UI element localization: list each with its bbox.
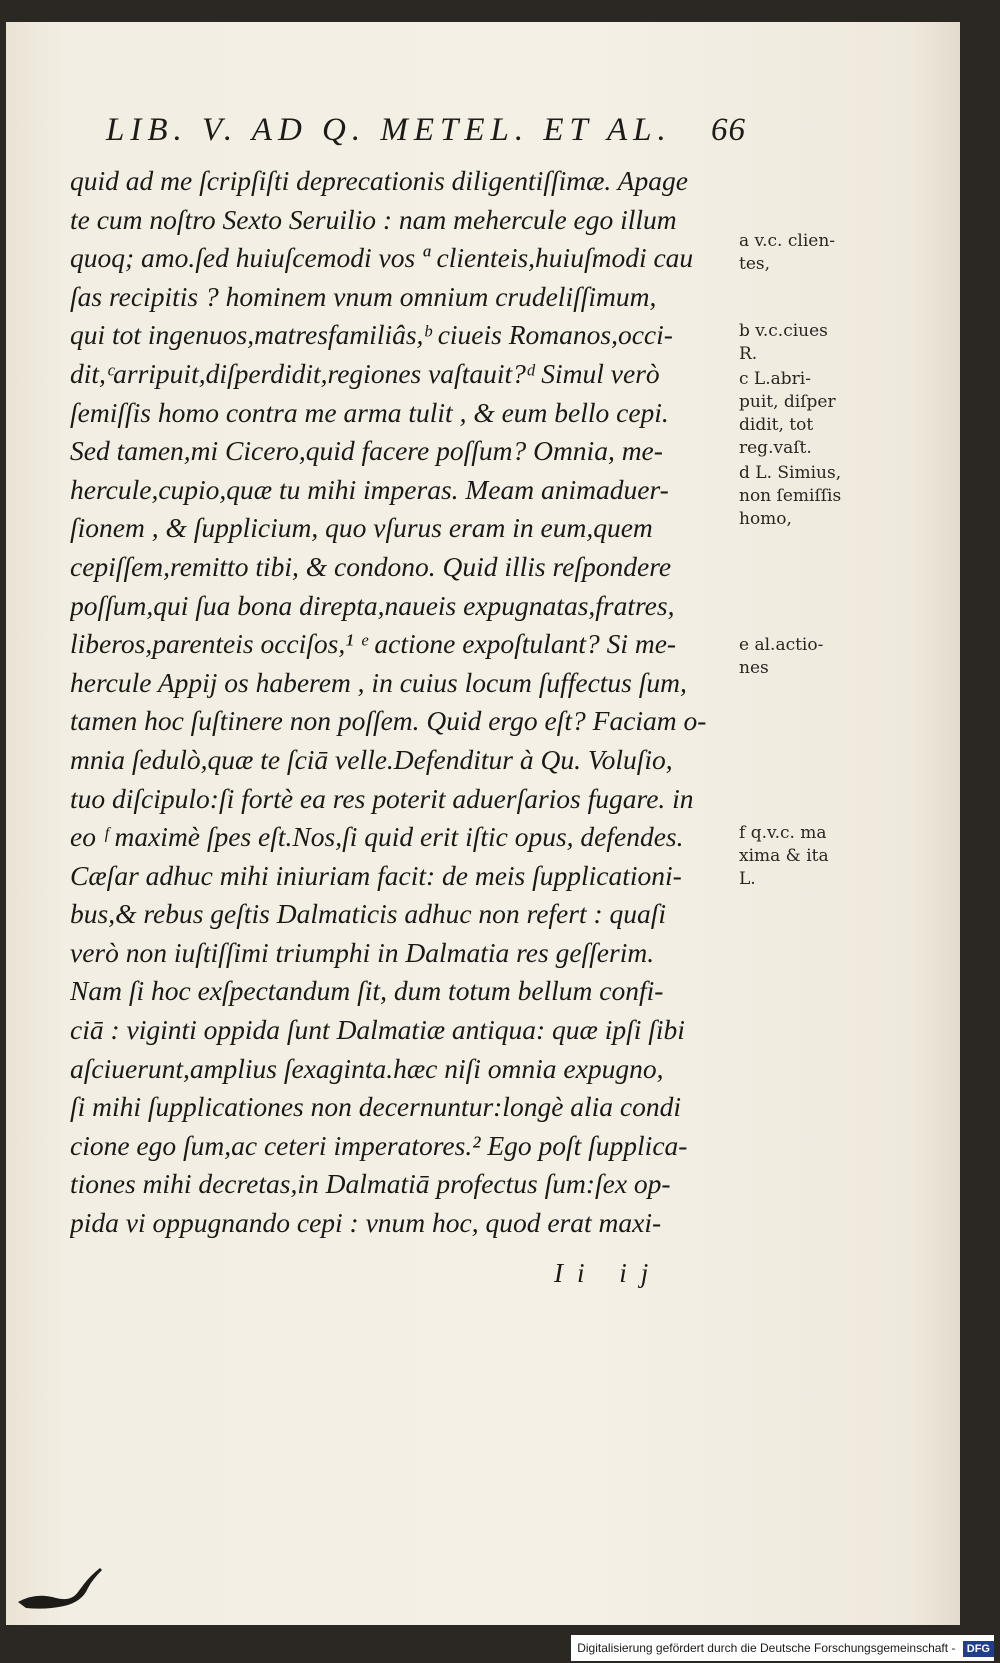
margin-note-line: e al.actio- <box>739 635 824 655</box>
text-line: dit,ᶜarripuit,diſperdidit,regiones vaſtauit?ᵈ Simul verò <box>70 357 660 389</box>
margin-note-line: nes <box>739 658 769 678</box>
margin-note-f <box>739 822 879 891</box>
main-text-block <box>70 162 740 1243</box>
book-page <box>6 22 960 1625</box>
text-line: tuo diſcipulo:ſi fortè ea res poterit aduerſarios fugare. in <box>70 782 694 814</box>
dfg-logo-icon: DFG <box>963 1641 994 1657</box>
text-line: verò non iuſtiſſimi triumphi in Dalmatia res geſſerim. <box>70 936 655 968</box>
text-line: ciā : viginti oppida ſunt Dalmatiæ antiqua: quæ ipſi ſibi <box>70 1014 685 1046</box>
text-line: Sed tamen,mi Cicero,quid facere poſſum? Omnia, me- <box>70 435 663 467</box>
margin-note-line: c L.abri- <box>739 369 811 389</box>
text-line: quid ad me ſcripſiſti deprecationis diligentiſſimæ. Apage <box>70 165 688 196</box>
margin-note-e <box>739 634 879 680</box>
margin-note-line: d L. Simius, <box>739 463 842 483</box>
text-line: bus,& rebus geſtis Dalmaticis adhuc non refert : quaſi <box>70 898 667 930</box>
text-line: ſas recipitis ? hominem vnum omnium crudeliſſimum, <box>70 280 657 312</box>
margin-note-line: b v.c.ciues <box>739 321 828 341</box>
text-line: liberos,parenteis occiſos,¹ ᵉ actione expoſtulant? Si me- <box>70 628 677 660</box>
running-title: LIB. V. AD Q. METEL. ET AL. <box>106 112 672 148</box>
margin-note-line: xima & ita <box>739 846 829 866</box>
text-line: aſciuerunt,amplius ſexaginta.hæc niſi omnia expugno, <box>70 1052 664 1084</box>
ink-blot-icon <box>16 1562 116 1612</box>
margin-note-line: puit, diſper <box>739 392 836 412</box>
text-line: poſſum,qui ſua bona direpta,naueis expugnatas,fratres, <box>70 589 675 621</box>
digitization-credit <box>571 1635 994 1661</box>
margin-note-b <box>739 320 879 366</box>
text-line: ſi mihi ſupplicationes non decernuntur:longè alia condi <box>70 1091 682 1123</box>
text-line: Nam ſi hoc exſpectandum ſit, dum totum bellum confi- <box>70 975 664 1007</box>
margin-note-line: reg.vaſt. <box>739 438 812 458</box>
text-line: ſemiſſis homo contra me arma tulit , & eum bello cepi. <box>70 396 669 428</box>
margin-note-line: didit, tot <box>739 415 814 435</box>
margin-note-line: homo, <box>739 509 792 529</box>
text-line: ſionem , & ſupplicium, quo vſurus eram in eum,quem <box>70 512 653 544</box>
text-line: pida vi oppugnando cepi : vnum hoc, quod erat maxi- <box>70 1207 662 1239</box>
text-line: mnia ſedulò,quæ te ſciā velle.Defenditur à Qu. Voluſio, <box>70 743 673 775</box>
credit-text: Digitalisierung gefördert durch die Deutsche Forschungsgemeinschaft - <box>577 1641 956 1655</box>
text-line: tiones mihi decretas,in Dalmatiā profectus ſum:ſex op- <box>70 1168 671 1200</box>
running-header <box>106 112 746 158</box>
margin-note-a <box>739 230 879 276</box>
text-line: cepiſſem,remitto tibi, & condono. Quid illis reſpondere <box>70 550 672 582</box>
text-line: eo ᶠ maximè ſpes eſt.Nos,ſi quid erit iſtic opus, defendes. <box>70 821 684 853</box>
margin-note-line: tes, <box>739 254 771 274</box>
margin-note-line: R. <box>739 344 758 364</box>
text-line: hercule,cupio,quæ tu mihi imperas. Meam animaduer- <box>70 473 669 505</box>
margin-note-line: f q.v.c. ma <box>739 823 827 843</box>
text-line: tamen hoc ſuſtinere non poſſem. Quid ergo eſt? Faciam o- <box>70 705 707 737</box>
text-line: cione ego ſum,ac ceteri imperatores.² Ego poſt ſupplica- <box>70 1129 688 1161</box>
text-line: qui tot ingenuos,matresfamiliâs,ᵇ ciueis Romanos,occi- <box>70 319 673 351</box>
text-line: Cæſar adhuc mihi iniuriam facit: de meis ſupplicationi- <box>70 859 682 891</box>
text-line: te cum noſtro Sexto Seruilio : nam mehercule ego illum <box>70 203 677 235</box>
margin-note-line: a v.c. clien- <box>739 231 836 251</box>
margin-note-c <box>739 368 879 460</box>
signature-mark: Ii ij <box>554 1258 663 1288</box>
text-line: hercule Appij os haberem , in cuius locum ſuffectus ſum, <box>70 666 687 698</box>
margin-note-line: L. <box>739 869 756 889</box>
margin-note-d <box>739 462 879 531</box>
margin-note-line: non ſemiſſis <box>739 486 842 506</box>
folio-number: 66 <box>711 112 746 148</box>
text-line: quoq; amo.ſed huiuſcemodi vos ª clienteis,huiuſmodi cau <box>70 242 694 274</box>
